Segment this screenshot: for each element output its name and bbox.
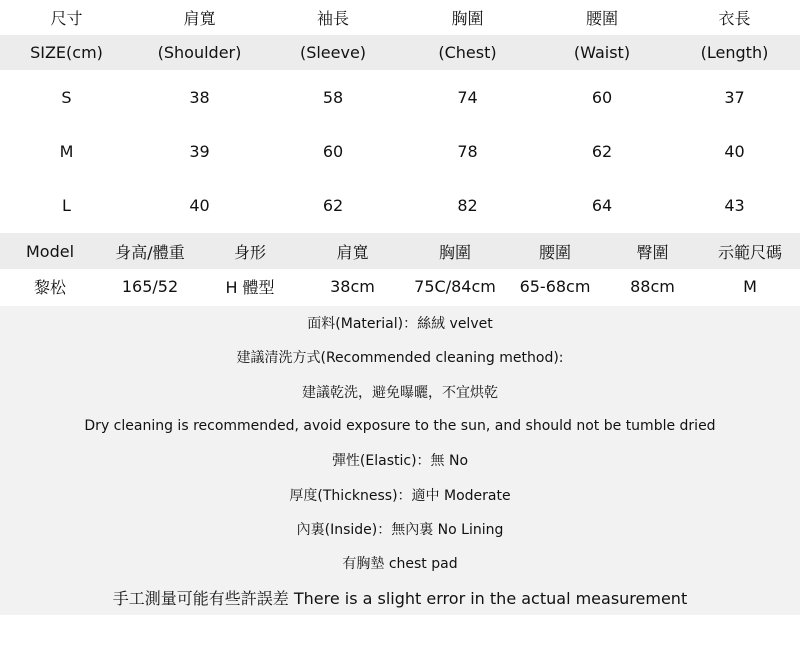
header-size-zh: 尺寸 <box>50 9 83 28</box>
sleeve-value: 58 <box>322 87 344 107</box>
model-height-weight: 165/52 <box>121 277 179 296</box>
header-hip: 臀圍 <box>636 242 669 262</box>
table-row <box>0 70 800 124</box>
elastic-line: 彈性(Elastic)：無 No <box>331 453 469 470</box>
cleaning-method-heading: 建議清洗方式(Recommended cleaning method): <box>236 350 564 367</box>
waist-value: 64 <box>591 195 613 215</box>
header-length-zh: 衣長 <box>718 9 751 28</box>
header-body-type: 身形 <box>233 242 266 262</box>
header-size-en: SIZE(cm) <box>30 43 103 62</box>
header-waist-zh: 腰圍 <box>585 9 618 28</box>
model-body-type: H 體型 <box>225 278 275 297</box>
model-name: 黎松 <box>33 278 66 297</box>
sleeve-value: 60 <box>322 141 344 161</box>
sleeve-value: 62 <box>322 195 344 215</box>
product-info-panel <box>0 306 800 615</box>
header-chest-en: (Chest) <box>438 43 497 62</box>
chest-value: 82 <box>457 195 478 215</box>
model-data-row <box>0 269 800 304</box>
chest-value: 74 <box>457 87 478 107</box>
chest-value: 78 <box>457 141 478 161</box>
header-waist-en: (Waist) <box>573 43 631 62</box>
header-demo-size: 示範尺碼 <box>717 242 782 262</box>
header-chest: 胸圍 <box>438 242 471 262</box>
header-sleeve-zh: 袖長 <box>316 9 349 28</box>
shoulder-value: 40 <box>189 195 210 215</box>
size-label: M <box>59 141 74 161</box>
model-table <box>0 233 800 304</box>
length-value: 40 <box>724 141 745 161</box>
size-table <box>0 0 800 232</box>
size-header-zh-row <box>0 0 800 35</box>
cleaning-instructions-zh: 建議乾洗，避免曝曬，不宜烘乾 <box>302 384 498 401</box>
model-header-row <box>0 233 800 269</box>
model-shoulder: 38cm <box>330 277 375 296</box>
header-height-weight: 身高/體重 <box>115 242 185 262</box>
measurement-note: 手工測量可能有些許誤差 There is a slight error in the actual measurement <box>112 589 688 609</box>
header-waist: 腰圍 <box>538 242 571 262</box>
table-row <box>0 178 800 232</box>
header-model: Model <box>25 241 75 261</box>
size-label: S <box>61 87 72 107</box>
chest-pad-line: 有胸墊 chest pad <box>342 556 458 573</box>
header-length-en: (Length) <box>700 43 769 62</box>
size-label: L <box>62 195 71 215</box>
model-hip: 88cm <box>630 277 675 296</box>
thickness-line: 厚度(Thickness)：適中 Moderate <box>289 487 511 504</box>
header-chest-zh: 胸圍 <box>451 9 484 28</box>
waist-value: 62 <box>591 141 613 161</box>
material-line: 面料(Material)：絲絨 velvet <box>307 316 493 333</box>
table-row <box>0 124 800 178</box>
model-waist: 65-68cm <box>519 277 591 296</box>
shoulder-value: 39 <box>189 141 210 161</box>
header-shoulder: 肩寬 <box>336 242 369 262</box>
header-shoulder-zh: 肩寬 <box>183 9 216 28</box>
size-header-en-row <box>0 35 800 70</box>
model-demo-size: M <box>743 277 757 296</box>
cleaning-instructions-en: Dry cleaning is recommended, avoid exposure to the sun, and should not be tumble dried <box>84 418 716 435</box>
model-chest: 75C/84cm <box>414 277 496 296</box>
lining-line: 內裏(Inside)：無內裏 No Lining <box>296 521 504 538</box>
header-shoulder-en: (Shoulder) <box>157 43 242 62</box>
length-value: 37 <box>724 87 745 107</box>
header-sleeve-en: (Sleeve) <box>299 43 367 62</box>
shoulder-value: 38 <box>189 87 210 107</box>
waist-value: 60 <box>591 87 613 107</box>
length-value: 43 <box>724 195 745 215</box>
